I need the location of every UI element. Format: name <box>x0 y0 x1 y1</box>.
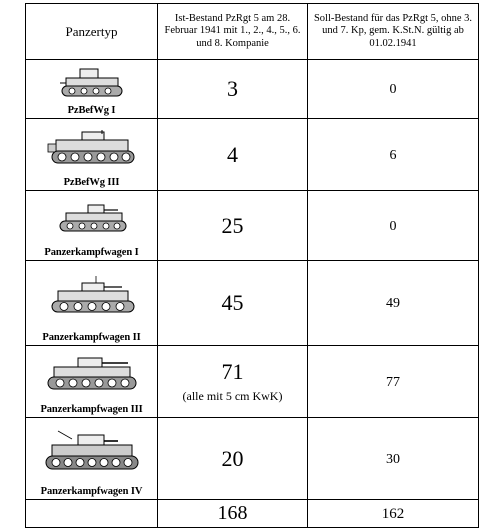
soll-number: 49 <box>386 296 400 311</box>
total-soll <box>308 500 479 528</box>
ist-value <box>158 346 308 418</box>
table-row <box>26 418 479 500</box>
header-row <box>26 4 479 60</box>
header-ist-bestand: Ist-Bestand PzRgt 5 am 28. Februar 1941 mit 1., 2., 4., 5., 6. und 8. Kompanie <box>158 4 308 60</box>
tank-name: PzBefWg I <box>67 105 116 116</box>
tank-cell <box>26 261 158 346</box>
total-ist <box>158 500 308 528</box>
ist-value <box>158 261 308 346</box>
tank-pzkpfw-iii-icon <box>40 354 144 398</box>
tank-pzkpfw-i-icon <box>50 201 134 241</box>
ist-value <box>158 191 308 261</box>
soll-number: 0 <box>389 218 397 234</box>
tank-cell <box>26 346 158 418</box>
ist-number: 45 <box>221 290 244 315</box>
tank-cell <box>26 60 158 119</box>
tank-pzbefwg-iii-icon <box>42 128 142 172</box>
soll-number: 0 <box>389 82 397 97</box>
table-row <box>26 60 479 119</box>
soll-value <box>308 346 479 418</box>
table-row <box>26 346 479 418</box>
tank-pzkpfw-iv-icon <box>38 429 146 477</box>
ist-value <box>158 119 308 191</box>
soll-value <box>308 261 479 346</box>
tank-name: PzBefWg III <box>63 177 120 188</box>
soll-value <box>308 60 479 119</box>
ist-value <box>158 60 308 119</box>
tank-name: Panzerkampfwagen III <box>40 404 143 415</box>
total-row <box>26 500 479 528</box>
soll-value <box>308 418 479 500</box>
ist-note: (alle mit 5 cm KwK) <box>182 389 283 403</box>
table-row <box>26 261 479 346</box>
tank-pzkpfw-ii-icon <box>42 274 142 320</box>
tank-name: Panzerkampfwagen II <box>42 332 141 343</box>
tank-cell <box>26 418 158 500</box>
ist-number: 71 <box>221 359 244 384</box>
tank-cell <box>26 119 158 191</box>
ist-number: 3 <box>227 76 238 101</box>
header-soll-bestand: Soll-Bestand für das PzRgt 5, ohne 3. und 7. Kp, gem. K.St.N. gültig ab 01.02.1941 <box>308 4 479 60</box>
soll-number: 77 <box>386 374 400 390</box>
tank-cell <box>26 191 158 261</box>
strength-table <box>25 3 479 528</box>
tank-name: Panzerkampfwagen IV <box>40 486 143 497</box>
tank-pzbefwg-i-icon <box>52 65 132 105</box>
total-soll-number: 162 <box>381 505 405 522</box>
soll-number: 6 <box>389 147 397 163</box>
soll-number: 30 <box>386 451 400 467</box>
soll-value <box>308 119 479 191</box>
ist-value <box>158 418 308 500</box>
total-label-cell <box>26 500 158 528</box>
table-row <box>26 191 479 261</box>
header-panzertyp: Panzertyp <box>26 4 158 60</box>
total-ist-number: 168 <box>217 502 248 524</box>
soll-value <box>308 191 479 261</box>
ist-number: 20 <box>221 445 244 471</box>
table-row <box>26 119 479 191</box>
tank-name: Panzerkampfwagen I <box>44 247 139 258</box>
ist-number: 4 <box>227 141 238 167</box>
ist-number: 25 <box>221 212 244 238</box>
